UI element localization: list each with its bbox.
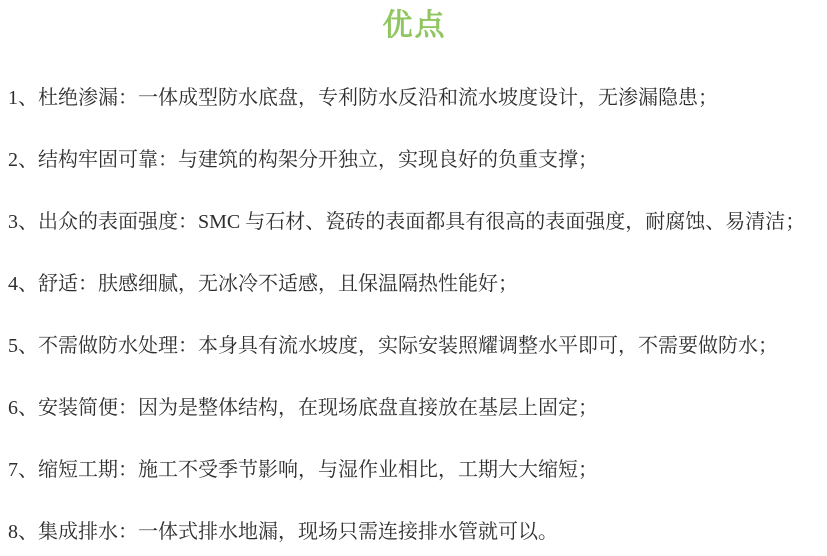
advantage-item-1: 1、杜绝渗漏：一体成型防水底盘，专利防水反沿和流水坡度设计，无渗漏隐患； <box>8 87 718 109</box>
advantage-item-4: 4、舒适：肤感细腻，无冰冷不适感，且保温隔热性能好； <box>8 273 518 295</box>
advantage-item-7: 7、缩短工期：施工不受季节影响，与湿作业相比，工期大大缩短； <box>8 459 598 481</box>
advantage-item-3: 3、出众的表面强度：SMC 与石材、瓷砖的表面都具有很高的表面强度，耐腐蚀、易清洁； <box>8 211 806 233</box>
page-title: 优点 <box>382 9 447 42</box>
advantage-list <box>8 86 821 545</box>
advantage-item-2: 2、结构牢固可靠：与建筑的构架分开独立，实现良好的负重支撑； <box>8 149 598 171</box>
advantage-item-6: 6、安装简便：因为是整体结构，在现场底盘直接放在基层上固定； <box>8 397 598 419</box>
advantage-item-8: 8、集成排水：一体式排水地漏，现场只需连接排水管就可以。 <box>8 521 558 543</box>
advantage-item-5: 5、不需做防水处理：本身具有流水坡度，实际安装照耀调整水平即可，不需要做防水； <box>8 335 778 357</box>
